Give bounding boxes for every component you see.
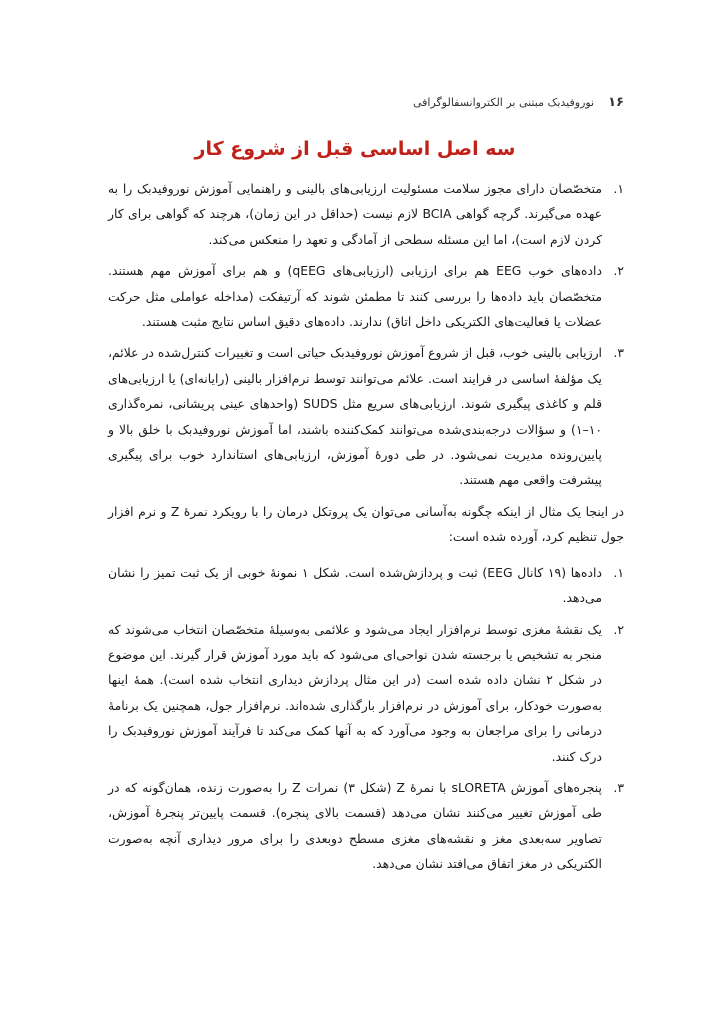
list-item [108,176,624,252]
list-item [108,560,624,611]
list-item [108,775,624,877]
running-header [86,92,624,112]
list-item [108,258,624,334]
list-item-text: یک نقشهٔ مغزی توسط نرم‌افزار ایجاد می‌شود و علائمی به‌وسیلهٔ متخصّصان انتخاب می‌شوند که منجر به تشخیص یا برجسته شدن نواحی‌ای می‌شود که باید مورد آموزش قرار گیرند. این موضوع در شکل ۲ نشان داده شده است (در این مثال پردازش دیداری انتخاب شده است). همهٔ اینها به‌صورت خودکار، برای آموزش در نرم‌افزار بارگذاری شده‌اند. نرم‌افزار جول، همچنین یک برنامهٔ درمانی را برای مراجعان به وجود می‌آورد که به آنها کمک می‌کند تا فرآیند آموزش نوروفیدبک را درک کنند. [108,621,602,764]
list-item-text: ارزیابی بالینی خوب، قبل از شروع آموزش نوروفیدبک حیاتی است و تغییرات کنترل‌شده در علائم، یک مؤلفهٔ اساسی در فرایند است. علائم می‌توانند توسط نرم‌افزار بالینی (رایانه‌ای) یا ارزیابی‌های قلم و کاغذی پیگیری شوند. ارزیابی‌های سریع مثل SUDS (واحدهای عینی پریشانی، نمره‌گذاری ۱۰–۱) و سؤالات درجه‌بندی‌شده می‌توانند کمک‌کننده باشند، اما آموزش نوروفیدبک با خلق بالا و پایین‌رونده مدیریت نمی‌شود. در طی دورهٔ آموزش، ارزیابی‌های استاندارد خوب برای پیگیری پیشرفت واقعی مهم هستند. [108,345,602,488]
list-item-number: ۳. [613,779,624,795]
list-item-number: ۳. [613,345,624,361]
list-item-text: متخصّصان دارای مجوز سلامت مسئولیت ارزیابی‌های بالینی و راهنمایی آموزش نوروفیدبک را به عهده می‌گیرند. گرچه گواهی BCIA لازم نیست (حداقل در این زمان)، هرچند که گواهی برای کار کردن لازم است)، اما این مسئله سطحی از آمادگی و تعهد را منعکس می‌کند. [108,181,603,247]
list-item-number: ۱. [613,181,624,196]
body-text [108,176,624,883]
list-item-text: داده‌ها (۱۹ کانال EEG) ثبت و پردازش‌شده است. شکل ۱ نمونهٔ خوبی از یک ثبت تمیز را نشان می‌دهد. [108,564,603,606]
list-item [108,340,624,492]
list-item-number: ۲. [613,621,624,637]
steps-list [108,560,624,877]
list-item-text: پنجره‌های آموزش sLORETA با نمرهٔ Z (شکل ۳) نمرات Z را به‌صورت زنده، همان‌گونه که در طی آموزش تغییر می‌کنند نشان می‌دهد (قسمت بالای پنجره). قسمت پایین‌تر پنجرهٔ آموزش، تصاویر سه‌بعدی مغز و نقشه‌های مغزی مسطح دوبعدی را برای مرور دیداری آنچه به‌صورت الکتریکی در مغز اتفاق می‌افتد نشان می‌دهد. [108,779,602,872]
list-item-number: ۱. [613,564,624,580]
page-number: ۱۶ [608,94,624,110]
running-header-title: نوروفیدبک مبتنی بر الکتروانسفالوگرافی [413,95,595,109]
list-item [108,617,624,769]
list-item-text: داده‌های خوب EEG هم برای ارزیابی (ارزیابی‌های qEEG) و هم برای آموزش مهم هستند. متخصّصان باید داده‌ها را بررسی کنند تا مطمئن شوند که آرتیفکت (مداخله عواملی مثل حرکت عضلات یا فعالیت‌های الکتریکی داخل اتاق) ندارند. داده‌های دقیق اساس نتایج مثبت هستند. [108,263,603,330]
intro-paragraph: در اینجا یک مثال از اینکه چگونه به‌آسانی می‌توان یک پروتکل درمان را با رویکرد نمرهٔ Z و نرم افزار جول تنظیم کرد، آورده شده است: [108,503,624,545]
principles-list [108,176,624,493]
list-item-number: ۲. [613,263,624,279]
section-heading: سه اصل اساسی قبل از شروع کار [194,138,516,160]
